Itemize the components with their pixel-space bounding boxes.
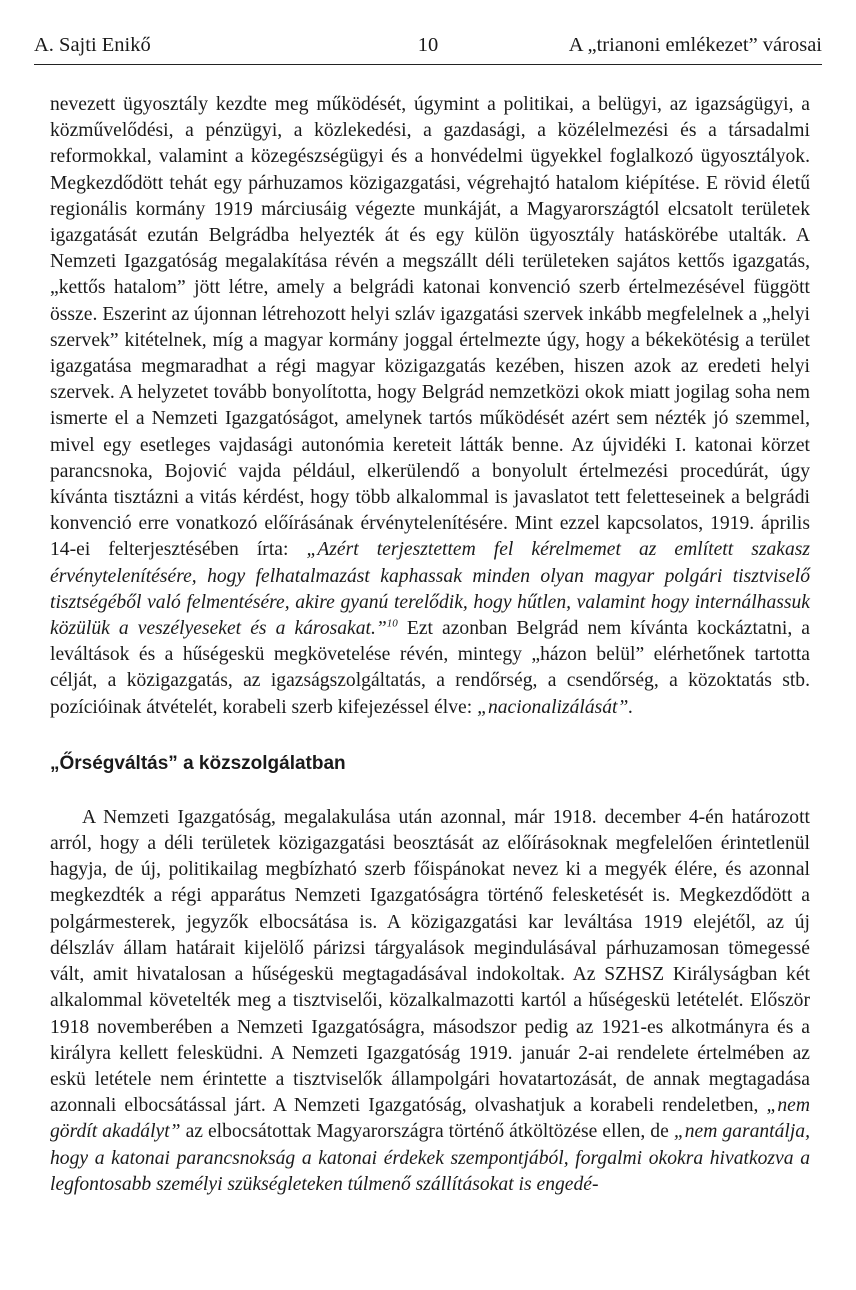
body-paragraph-1 <box>50 92 810 721</box>
paragraph-2-quote-2: „nem garantálja, hogy a katonai parancsnokság a katonai érdekek szempontjából, forgalmi okokra hivatkozva a legfontosabb személyi szükségleteken túlmenő szállításokat is engedé- <box>50 1121 810 1195</box>
paragraph-2-text-a: A Nemzeti Igazgatóság, megalakulása után azonnal, már 1918. december 4-én határozott arról, hogy a déli területek közigazgatási beosztását az előírásoknak megfelelően érintetlenül hagyja, de új, politikailag megbízható szerb főispánokat nevez ki a megyék élére, és azonnal megkezdték a régi apparátus Nemzeti Igazgatóságra történő felesketését is. Megkezdődött a polgármesterek, jegyzők elbocsátása is. A közigazgatási kar leváltása 1919 elejétől, az új délszláv állam határait kijelölő párizsi tárgyalások megindulásával párhuzamosan tömegessé vált, amit hivatalosan a hűségeskü megtagadásával indokoltak. Az SZHSZ Királyságban két alkalommal követelték meg a tisztviselői, közalkalmazotti kartól a hűségeskü letételét. Először 1918 novemberében a Nemzeti Igazgatóságra, másodszor pedig az 1921-es alkotmányra és a királyra kellett felesküdni. A Nemzeti Igazgatóság 1919. január 2-ai rendelete értelmében az eskü letétele nem érintette a tisztviselők állampolgári hovatartozását, de annak megtagadása azonnali elbocsátással járt. A Nemzeti Igazgatóság, olvashatjuk a korabeli rendeletben, <box>50 806 810 1117</box>
section-heading: „Őrségváltás” a közszolgálatban <box>50 752 346 774</box>
paragraph-2-text-b: az elbocsátottak Magyarországra történő átköltözése ellen, de <box>180 1121 674 1143</box>
header-running-title: A „trianoni emlékezet” városai <box>568 34 822 56</box>
paragraph-1-quote: „Azért terjesztettem fel kérelmemet az említett szakasz érvénytelenítésére, hogy felhatalmazást kaphassak minden olyan magyar polgári tisztviselő tisztségéből való felmentésére, akire gyanú terelődik, hogy hűtlen, valamint hogy internálhassuk közülük a veszélyeseket és a károsakat.” <box>50 539 810 640</box>
paragraph-1-text-b: Ezt azonban Belgrád nem kívánta kockáztatni, a leváltások és a hűségeskü megkövetelése révén, mintegy „házon belül” elérhetőnek tartotta célját, a közigazgatás, az igazságszolgáltatás, a rendőrség, a csendőrség, a közoktatás stb. pozícióinak átvételét, korabeli szerb kifejezéssel élve: <box>50 618 810 718</box>
footnote-marker: 10 <box>386 617 398 630</box>
body-paragraph-2 <box>50 805 810 1198</box>
running-header <box>34 30 822 65</box>
header-author: A. Sajti Enikő <box>34 34 151 56</box>
paragraph-2-quote-1: „nem gördít akadályt” <box>50 1095 810 1143</box>
header-page-number: 10 <box>417 34 439 56</box>
page-body <box>50 92 810 1198</box>
paragraph-1-text-a: nevezett ügyosztály kezdte meg működését, úgymint a politikai, a belügyi, az igazságügyi, a közművelődési, a pénzügyi, a közlekedési, a gazdasági, a közélelmezési és a társadalmi reformokkal, valamint a közegészségügyi és a honvédelmi ügyekkel foglalkozó ügyosztályok. Megkezdődött tehát egy párhuzamos közigazgatási, végrehajtó hatalom kiépítése. E rövid életű regionális kormány 1919 márciusáig végezte munkáját, a Magyarországtól elcsatolt területek igazgatását ezután Belgrádba helyezték át és egy külön ügyosztály hatáskörébe utalták. A Nemzeti Igazgatóság megalakítása révén a megszállt déli területeken sajátos kettős igazgatás, „kettős hatalom” jött létre, amely a belgrádi katonai konvenció szerb értelmezésével függött össze. Eszerint az újonnan létrehozott helyi szláv igazgatási szervek inkább megfelelnek a „helyi szervek” kitételnek, míg a magyar kormány joggal értelmezte úgy, hogy a békekötésig a terület igazgatása megmaradhat a régi magyar közigazgatás kezében, hiszen azok az eredeti helyi szervek. A helyzetet tovább bonyolította, hogy Belgrád nemzetközi okok miatt jogilag soha nem ismerte el a Nemzeti Igazgatóságot, amelynek tartós működését azért sem nézték jó szemmel, mivel egy esetleges vajdasági autonómia kereteit látták benne. Az újvidéki I. katonai körzet parancsnoka, Bojović vajda például, elkerülendő a bonyolult értelmezési procedúrát, úgy kívánta tisztázni a vitás kérdést, hogy több alkalommal is javaslatot tett feletteseinek a belgrádi konvenció erre vonatkozó előírásának érvénytelenítésére. Mint ezzel kapcsolatos, 1919. április 14-ei felterjesztésében írta: <box>50 94 810 561</box>
paragraph-1-quote-2: „nacionalizálását”. <box>477 696 634 718</box>
